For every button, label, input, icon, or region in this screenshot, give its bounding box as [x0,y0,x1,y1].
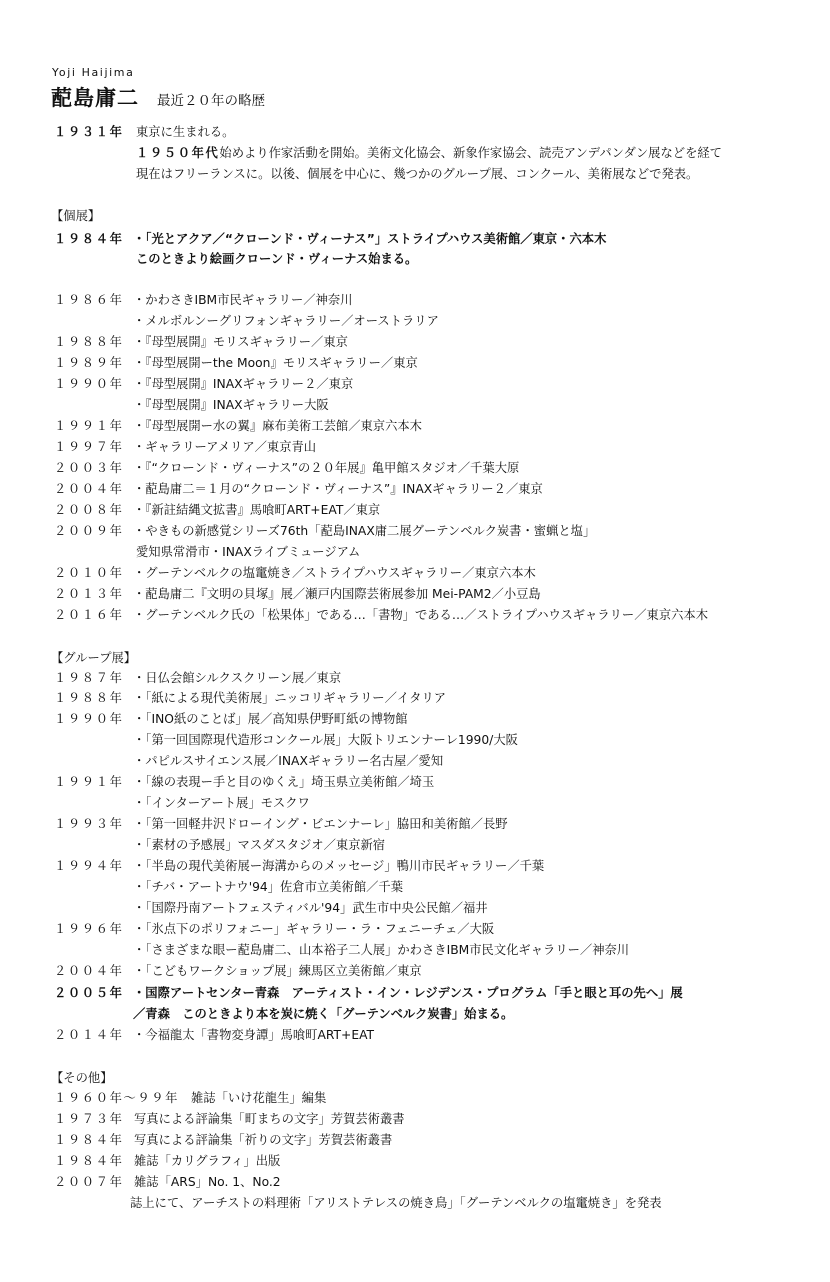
other-year: １９７３年 [54,1112,124,1126]
solo-year: ２００３年 [54,461,124,475]
group-entry: ・「線の表現ー手と目のゆくえ」埼玉県立美術館／埼玉 [133,775,435,789]
bio-line-1-text: 始めより作家活動を開始。美術文化協会、新象作家協会、読売アンデパンダン展などを経て [219,146,722,160]
group-year: １９９０年 [54,712,124,726]
solo-year: ２００４年 [54,482,124,496]
group-year: １９９４年 [54,859,124,873]
solo-year: １９８９年 [54,356,124,370]
page-subtitle: 最近２０年の略歴 [157,93,265,109]
solo-entry: このときより絵画クローンド・ヴィーナス始まる。 [136,252,418,266]
group-entry: ・「チバ・アートナウ'94」佐倉市立美術館／千葉 [133,880,404,894]
group-entry: ・「インターアート展」モスクワ [133,796,310,810]
group-entry: ／青森 このときより本を炭に焼く「グーテンベルク炭書」始まる。 [133,1007,514,1021]
group-entry: ・「国際丹南アートフェスティバル'94」武生市中央公民館／福井 [133,901,488,915]
other-year: １９８４年 [54,1154,124,1168]
solo-entry: ・『母型展開』INAXギャラリー大阪 [133,398,329,412]
group-year: １９９１年 [54,775,124,789]
solo-entry: ・ギャラリーアメリア／東京青山 [133,440,317,454]
solo-year: １９８６年 [54,293,124,307]
other-year: ２００７年 [54,1175,124,1189]
bio-line-1 [136,145,722,161]
solo-year: １９８８年 [54,335,124,349]
solo-heading: 【個展】 [51,209,101,223]
artist-name-japanese: 蓜島庸二 [51,86,139,110]
solo-entry: ・『“クローンド・ヴィーナス”の２０年展』亀甲館スタジオ／千葉大原 [133,461,520,475]
other-entry: 雑誌「いけ花龍生」編集 [191,1091,327,1105]
solo-year: １９８４年 [54,232,124,246]
solo-entry: ・かわさきIBM市民ギャラリー／神奈川 [133,293,353,307]
other-entry: 誌上にて、アーチストの料理術「アリストテレスの焼き鳥」「グーテンベルクの塩竃焼き」を発表 [130,1196,662,1210]
solo-year: ２０１３年 [54,587,124,601]
group-heading: 【グループ展】 [51,651,137,665]
group-entry: ・「氷点下のポリフォニー」ギャラリー・ラ・フェニーチェ／大阪 [133,922,495,936]
other-year: １９８４年 [54,1133,124,1147]
solo-year: １９９１年 [54,419,124,433]
solo-entry: ・蓜島庸二＝１月の“クローンド・ヴィーナス”』INAXギャラリー２／東京 [133,482,543,496]
bio-decade: １９５０年代 [136,146,220,160]
solo-entry: ・グーテンベルクの塩竃焼き／ストライプハウスギャラリー／東京六本木 [133,566,536,580]
solo-entry: ・グーテンベルク氏の「松果体」である…「書物」である…／ストライプハウスギャラリー／東京六本木 [133,608,709,622]
group-entry: ・「第一回軽井沢ドローイング・ビエンナーレ」脇田和美術館／長野 [133,817,508,831]
other-entry: 雑誌「カリグラフィ」出版 [134,1154,281,1168]
solo-entry: 愛知県常滑市・INAXライブミュージアム [136,545,361,559]
other-entry: 写真による評論集「町まちの文字」芳賀芸術叢書 [134,1112,405,1126]
solo-year: ２０１０年 [54,566,124,580]
solo-entry: ・『母型展開』モリスギャラリー／東京 [133,335,348,349]
other-entry: 写真による評論集「祈りの文字」芳賀芸術叢書 [134,1133,393,1147]
other-heading: 【その他】 [51,1071,113,1085]
group-year: ２０１４年 [54,1028,124,1042]
other-year: １９６０年〜９９年 [54,1091,180,1105]
bio-line-2: 現在はフリーランスに。以後、個展を中心に、幾つかのグループ展、コンクール、美術展などで発表。 [136,167,699,181]
solo-entry: ・『母型展開ー水の翼』麻布美術工芸館／東京六本木 [133,419,422,433]
group-entry: ・「半島の現代美術展ー海溝からのメッセージ」鴨川市民ギャラリー／千葉 [133,859,545,873]
artist-name-english: Yoji Haijima [52,66,135,79]
solo-entry: ・やきもの新感覚シリーズ76th「蓜島INAX庸二展グーテンベルク炭書・蜜蝋と塩」 [133,524,596,538]
group-year: ２００５年 [54,986,124,1000]
group-entry: ・国際アートセンター青森 アーティスト・イン・レジデンス・プログラム「手と眼と耳の先へ」展 [133,986,683,1000]
group-entry: ・「さまざまな眼ー蓜島庸二、山本裕子二人展」かわさきIBM市民文化ギャラリー／神奈川 [133,943,630,957]
group-year: １９８８年 [54,691,124,705]
group-year: １９９６年 [54,922,124,936]
group-entry: ・今福龍太「書物変身譚」馬喰町ART+EAT [133,1028,375,1042]
other-entry: 雑誌「ARS」No. 1、No.2 [134,1175,281,1189]
solo-entry: ・『母型展開ーthe Moon』モリスギャラリー／東京 [133,356,418,370]
group-entry: ・「第一回国際現代造形コンクール展」大阪トリエンナーレ1990/大阪 [133,733,518,747]
solo-entry: ・『母型展開』INAXギャラリー２／東京 [133,377,354,391]
group-entry: ・「紙による現代美術展」ニッコリギャラリー／イタリア [133,691,447,705]
solo-entry: ・蓜島庸二『文明の貝塚』展／瀬戸内国際芸術展参加 Mei-PAM2／小豆島 [133,587,541,601]
group-entry: ・「素材の予感展」マスダスタジオ／東京新宿 [133,838,386,852]
group-year: １９９３年 [54,817,124,831]
solo-year: １９９０年 [54,377,124,391]
solo-year: ２００９年 [54,524,124,538]
bio-year: １９３１年 [54,125,124,139]
solo-entry: ・『新註結縄文拡書』馬喰町ART+EAT／東京 [133,503,381,517]
group-entry: ・パピルスサイエンス展／INAXギャラリー名古屋／愛知 [133,754,444,768]
solo-entry: ・メルボルンーグリフォンギャラリー／オーストラリア [133,314,439,328]
bio-born: 東京に生まれる。 [136,125,235,139]
solo-year: ２００８年 [54,503,124,517]
group-year: ２００４年 [54,964,124,978]
solo-year: ２０１６年 [54,608,124,622]
solo-entry: ・「光とアクア／“クローンド・ヴィーナス”」ストライプハウス美術館／東京・六本木 [133,232,607,246]
group-year: １９８７年 [54,671,124,685]
solo-year: １９９７年 [54,440,124,454]
group-entry: ・「INO紙のことば」展／高知県伊野町紙の博物館 [133,712,408,726]
group-entry: ・「こどもワークショップ展」練馬区立美術館／東京 [133,964,422,978]
group-entry: ・日仏会館シルクスクリーン展／東京 [133,671,342,685]
